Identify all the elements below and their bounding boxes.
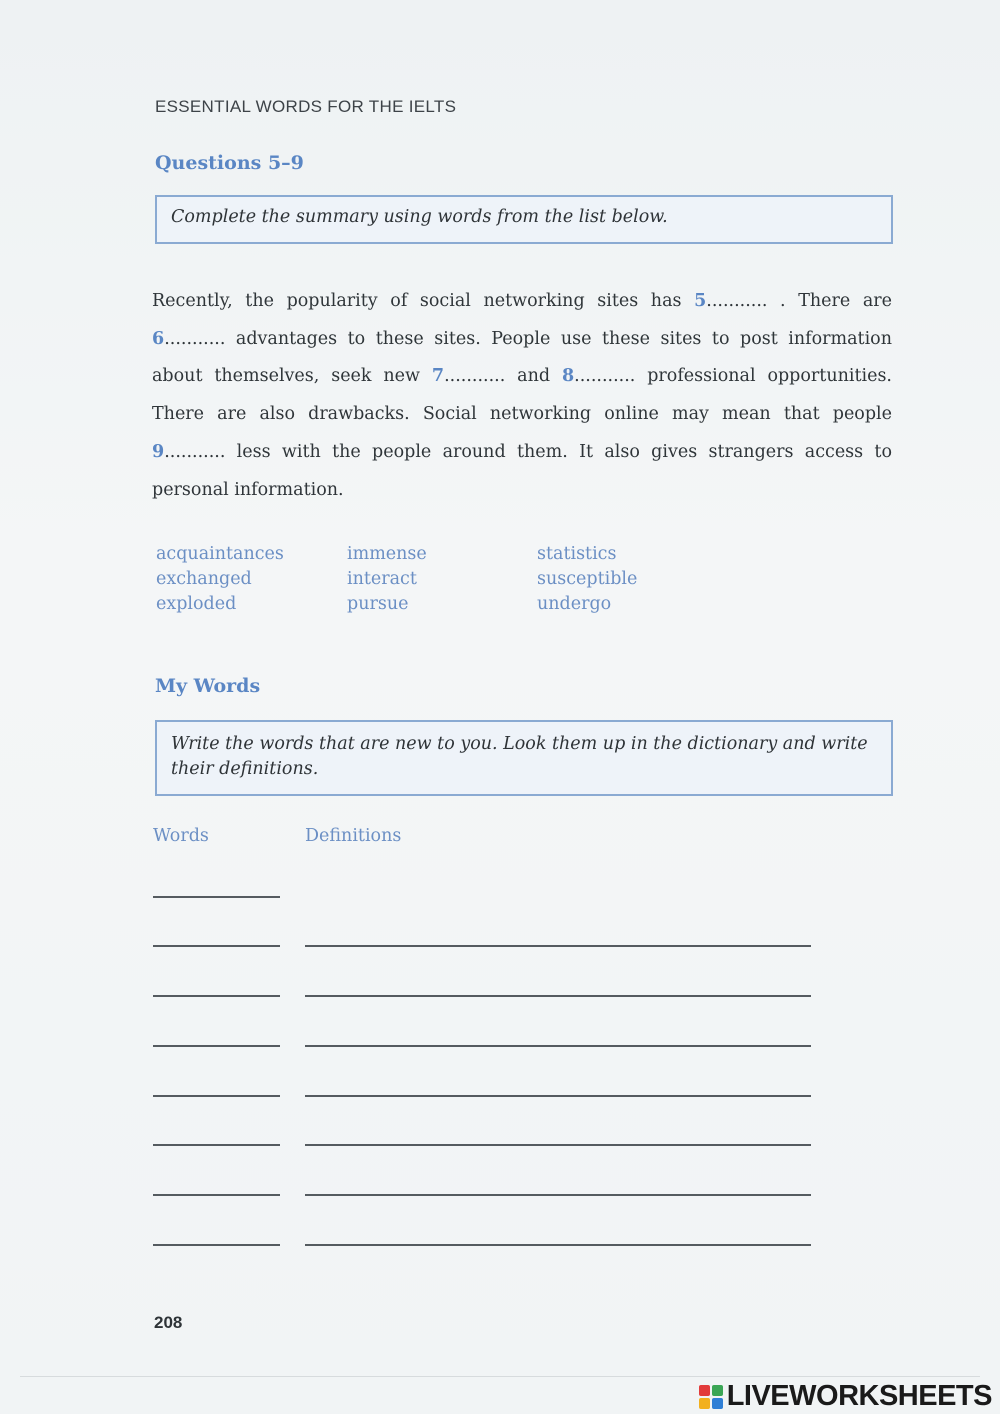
liveworksheets-logo[interactable] [699,1380,992,1413]
gap-number-6: 6 [152,328,165,349]
definition-line[interactable] [305,945,811,947]
brand-squares-icon [699,1385,723,1409]
word-option: acquaintances [156,544,284,564]
word-list [156,543,727,616]
word-line[interactable] [153,1194,280,1196]
word-line[interactable] [153,1244,280,1246]
footer-divider [20,1376,980,1377]
definition-line[interactable] [305,1194,811,1196]
word-line[interactable] [153,1045,280,1047]
summary-paragraph [152,283,892,509]
gap-blank-6[interactable]: ........... advantages to these sites. People use these sites to post information about themselves, seek new [152,328,892,387]
brand-square [699,1398,710,1409]
summary-text: Recently, the popularity of social networking sites has [152,291,695,311]
definition-line[interactable] [305,1095,811,1097]
definitions-column-heading: Definitions [305,826,402,846]
running-header: ESSENTIAL WORDS FOR THE IELTS [155,97,457,116]
questions-instruction-box [155,195,893,244]
gap-blank-9[interactable]: ........... less with the people around them. It also gives strangers access to personal information. [152,441,892,500]
gap-number-5: 5 [694,291,707,311]
word-line[interactable] [153,1095,280,1097]
word-line[interactable] [153,945,280,947]
my-words-instruction-box [155,720,893,796]
gap-number-9: 9 [152,441,165,462]
word-option: undergo [537,594,612,614]
brand-square [712,1385,723,1396]
gap-number-8: 8 [561,366,575,387]
words-column-heading: Words [153,826,209,846]
brand-square [712,1398,723,1409]
questions-title: Questions 5–9 [155,152,304,174]
my-words-instruction-text: Write the words that are new to you. Look them up in the dictionary and write their definitions. [171,734,868,779]
word-option: statistics [537,544,617,564]
definition-line[interactable] [305,1144,811,1146]
gap-blank-8[interactable]: ........... professional opportunities. There are also drawbacks. Social networking online may mean that people [152,366,892,425]
word-line[interactable] [153,1144,280,1146]
word-option: exchanged [156,569,252,589]
definition-line[interactable] [305,1045,811,1047]
questions-instruction-text: Complete the summary using words from the list below. [171,207,668,227]
definition-line[interactable] [305,995,811,997]
word-option: interact [347,569,417,589]
word-option: susceptible [537,569,638,589]
word-option: exploded [156,594,237,614]
gap-blank-5[interactable]: ........... . There are [706,291,892,311]
word-option: pursue [347,594,409,614]
brand-square [699,1385,710,1396]
word-option: immense [347,544,427,564]
my-words-title: My Words [155,675,261,697]
page-number: 208 [154,1313,183,1332]
word-line[interactable] [153,995,280,997]
word-line[interactable] [153,896,280,898]
gap-number-7: 7 [431,366,445,387]
gap-blank-7[interactable]: ........... and [444,366,562,387]
definition-line[interactable] [305,1244,811,1246]
brand-name: LIVEWORKSHEETS [726,1380,992,1412]
